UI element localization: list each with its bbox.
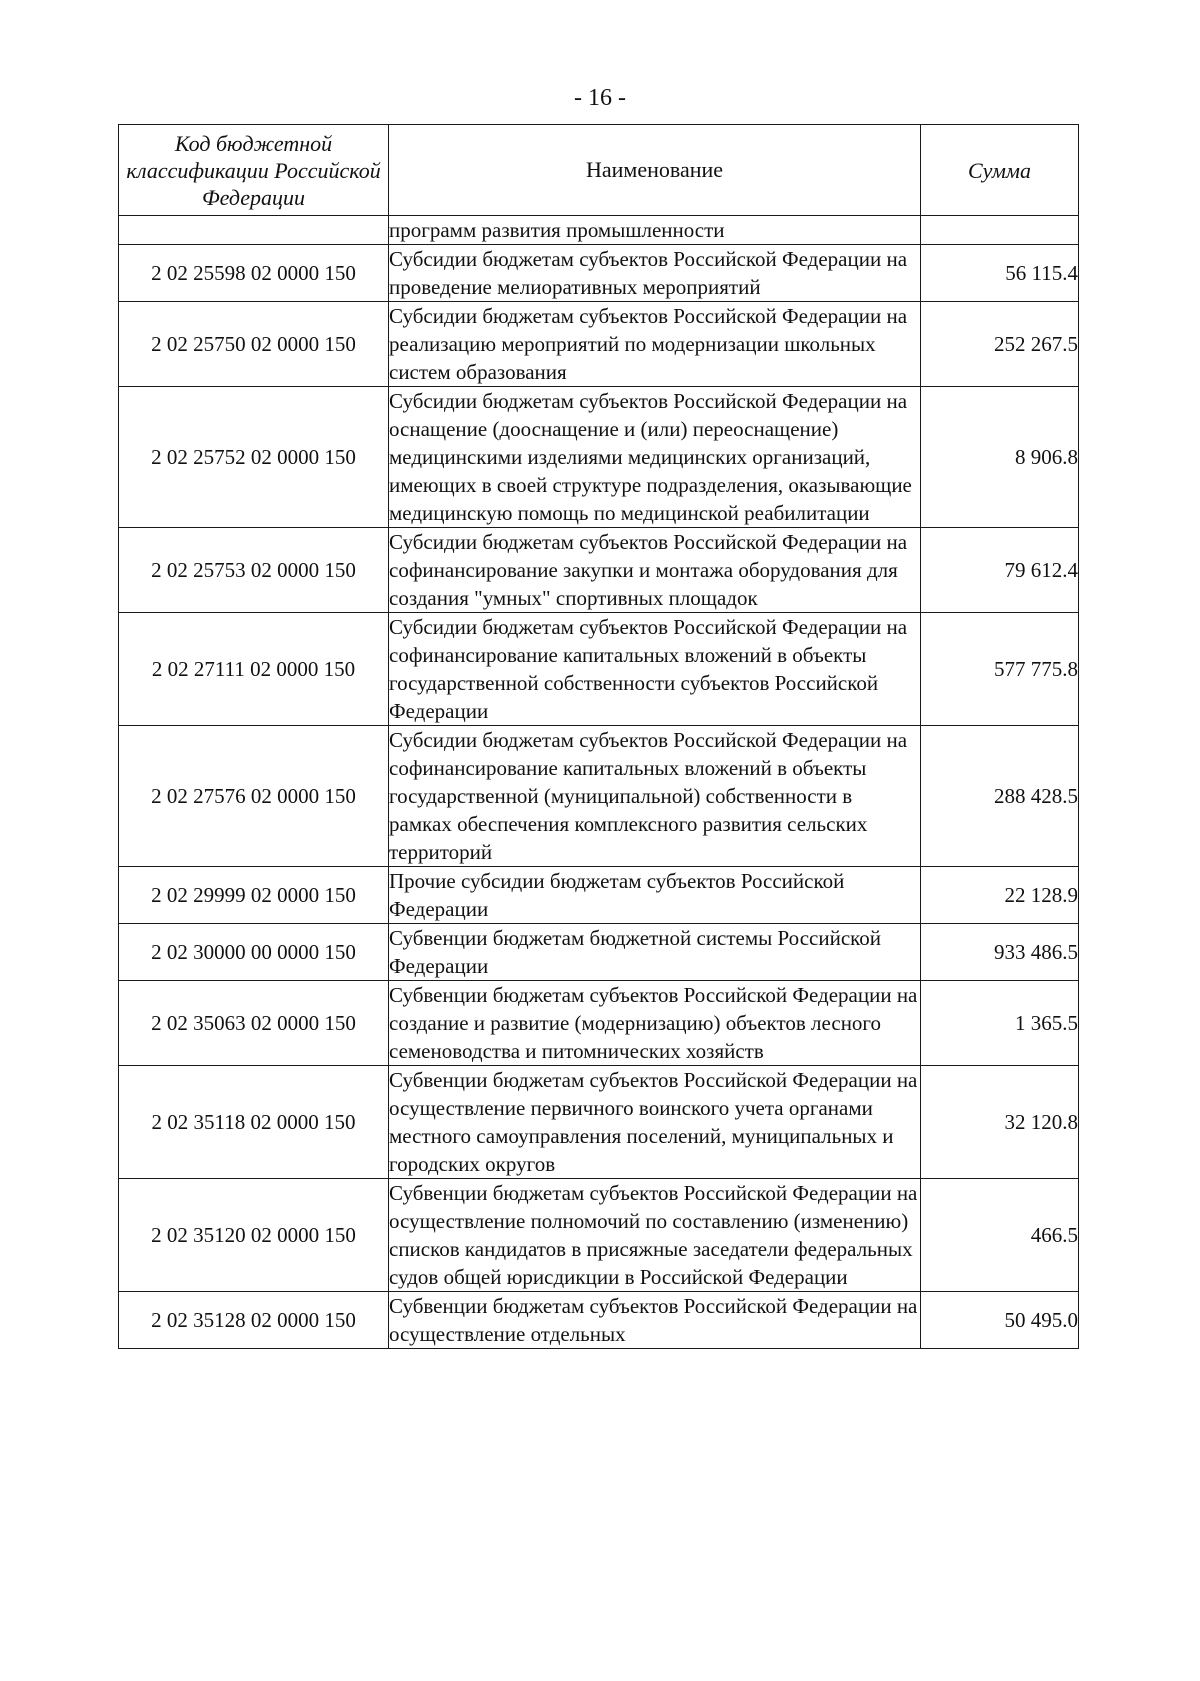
table-row xyxy=(119,613,1079,726)
table-row xyxy=(119,1292,1079,1349)
row-code: 2 02 25752 02 0000 150 xyxy=(119,387,389,528)
row-code: 2 02 35063 02 0000 150 xyxy=(119,981,389,1066)
row-name: Субвенции бюджетам субъектов Российской Федерации на создание и развитие (модернизацию) объектов лесного семеноводства и питомнических хозяйств xyxy=(389,981,921,1066)
row-name: Субвенции бюджетам субъектов Российской Федерации на осуществление отдельных xyxy=(389,1292,921,1349)
row-sum: 252 267.5 xyxy=(921,302,1079,387)
row-name: Субсидии бюджетам субъектов Российской Федерации на реализацию мероприятий по модернизации школьных систем образования xyxy=(389,302,921,387)
budget-classification-table xyxy=(118,124,1079,1349)
table-row xyxy=(119,981,1079,1066)
row-sum: 56 115.4 xyxy=(921,245,1079,302)
row-code: 2 02 27576 02 0000 150 xyxy=(119,726,389,867)
table-row xyxy=(119,726,1079,867)
row-code xyxy=(119,216,389,245)
row-sum: 8 906.8 xyxy=(921,387,1079,528)
row-sum: 1 365.5 xyxy=(921,981,1079,1066)
row-sum: 32 120.8 xyxy=(921,1066,1079,1179)
row-sum: 933 486.5 xyxy=(921,924,1079,981)
row-code: 2 02 35120 02 0000 150 xyxy=(119,1179,389,1292)
table-row xyxy=(119,302,1079,387)
row-name: Субвенции бюджетам бюджетной системы Российской Федерации xyxy=(389,924,921,981)
row-sum xyxy=(921,216,1079,245)
row-name: Субвенции бюджетам субъектов Российской Федерации на осуществление первичного воинского учета органами местного самоуправления поселений, муниципальных и городских округов xyxy=(389,1066,921,1179)
table-row xyxy=(119,1066,1079,1179)
row-name: Субсидии бюджетам субъектов Российской Федерации на оснащение (дооснащение и (или) переоснащение) медицинскими изделиями медицинских организаций, имеющих в своей структуре подразделения, оказывающие медицинскую помощь по медицинской реабилитации xyxy=(389,387,921,528)
row-code: 2 02 30000 00 0000 150 xyxy=(119,924,389,981)
table-row xyxy=(119,924,1079,981)
row-name: Субсидии бюджетам субъектов Российской Федерации на софинансирование капитальных вложений в объекты государственной (муниципальной) собственности в рамках обеспечения комплексного развития сельских территорий xyxy=(389,726,921,867)
row-name: Субсидии бюджетам субъектов Российской Федерации на проведение мелиоративных мероприятий xyxy=(389,245,921,302)
page-number: - 16 - xyxy=(574,85,626,111)
header-name: Наименование xyxy=(389,125,921,216)
row-code: 2 02 25598 02 0000 150 xyxy=(119,245,389,302)
table-header-row xyxy=(119,125,1079,216)
row-code: 2 02 35128 02 0000 150 xyxy=(119,1292,389,1349)
row-name: программ развития промышленности xyxy=(389,216,921,245)
row-name: Субвенции бюджетам субъектов Российской Федерации на осуществление полномочий по составлению (изменению) списков кандидатов в присяжные заседатели федеральных судов общей юрисдикции в Российской Федерации xyxy=(389,1179,921,1292)
header-sum: Сумма xyxy=(921,125,1079,216)
table-row xyxy=(119,216,1079,245)
row-sum: 22 128.9 xyxy=(921,867,1079,924)
table-row xyxy=(119,1179,1079,1292)
row-code: 2 02 29999 02 0000 150 xyxy=(119,867,389,924)
row-sum: 466.5 xyxy=(921,1179,1079,1292)
row-sum: 79 612.4 xyxy=(921,528,1079,613)
table-row xyxy=(119,528,1079,613)
header-code: Код бюджетной классификации Российской Федерации xyxy=(119,125,389,216)
row-code: 2 02 25753 02 0000 150 xyxy=(119,528,389,613)
table-row xyxy=(119,867,1079,924)
row-sum: 577 775.8 xyxy=(921,613,1079,726)
row-sum: 288 428.5 xyxy=(921,726,1079,867)
row-name: Субсидии бюджетам субъектов Российской Федерации на софинансирование капитальных вложений в объекты государственной собственности субъектов Российской Федерации xyxy=(389,613,921,726)
row-name: Прочие субсидии бюджетам субъектов Российской Федерации xyxy=(389,867,921,924)
row-name: Субсидии бюджетам субъектов Российской Федерации на софинансирование закупки и монтажа оборудования для создания "умных" спортивных площадок xyxy=(389,528,921,613)
table-row xyxy=(119,245,1079,302)
table-row xyxy=(119,387,1079,528)
row-code: 2 02 25750 02 0000 150 xyxy=(119,302,389,387)
row-code: 2 02 27111 02 0000 150 xyxy=(119,613,389,726)
row-code: 2 02 35118 02 0000 150 xyxy=(119,1066,389,1179)
row-sum: 50 495.0 xyxy=(921,1292,1079,1349)
